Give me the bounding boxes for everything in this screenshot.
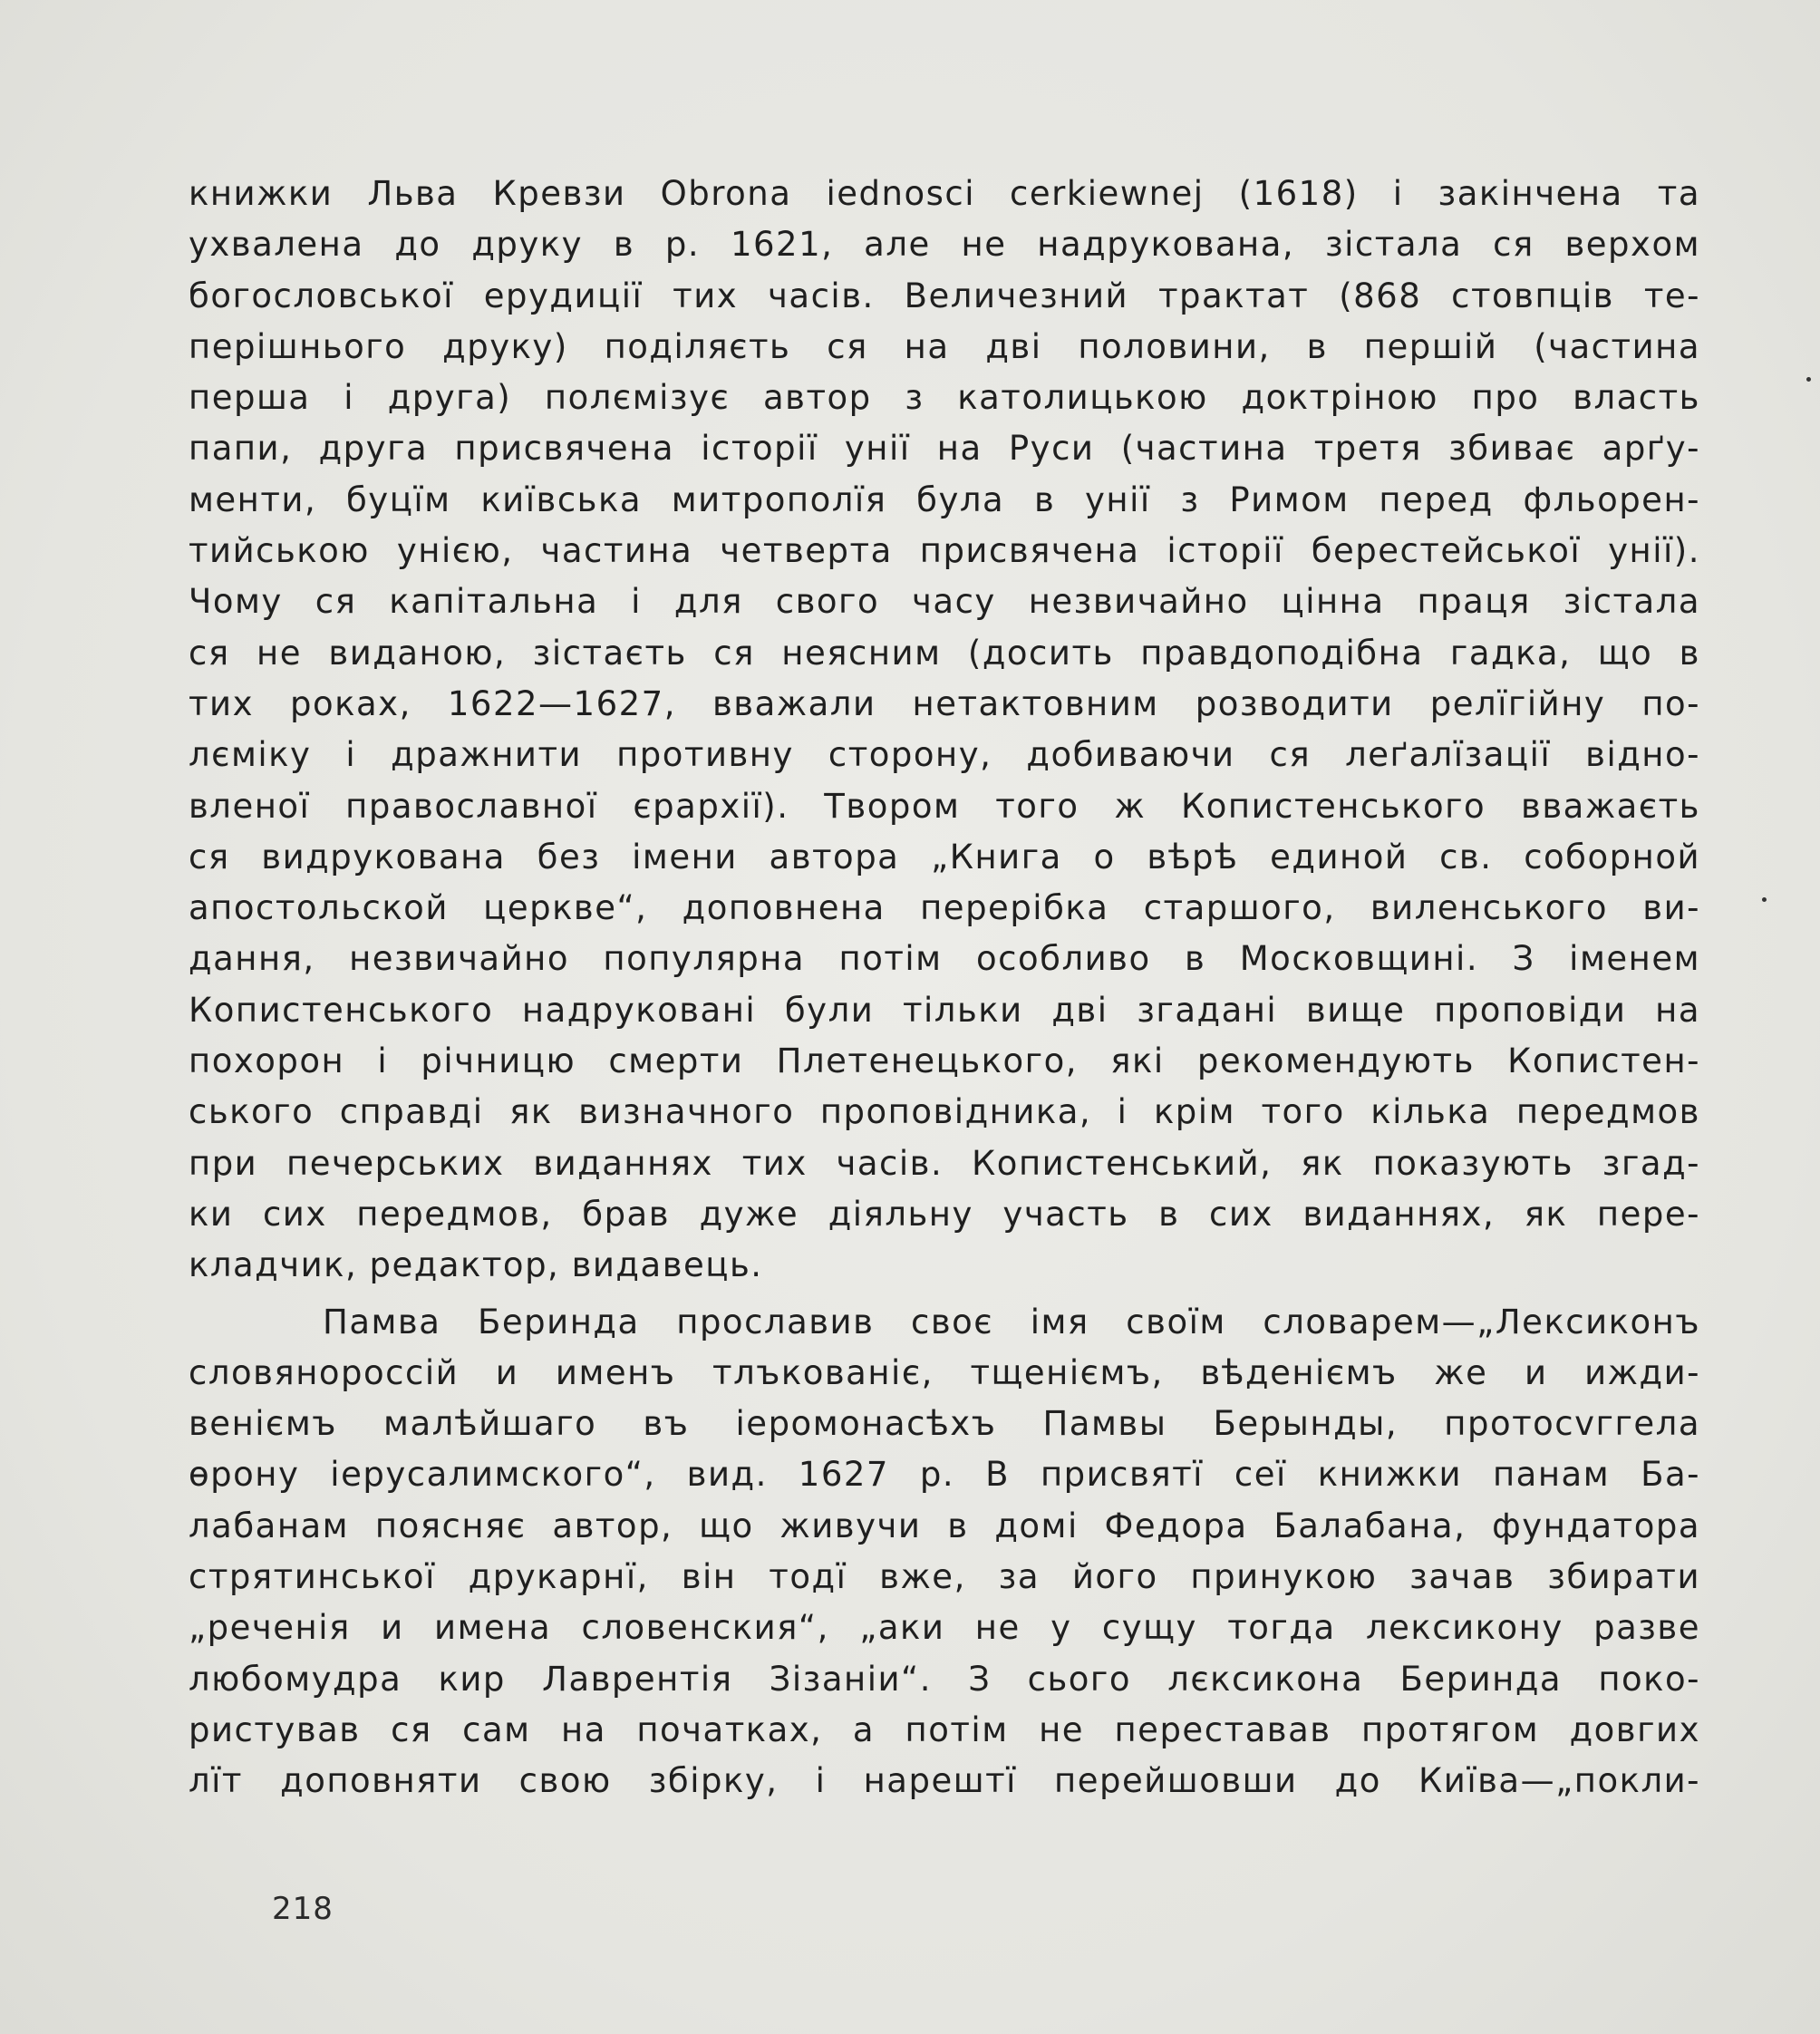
text-line: тих роках, 1622—1627, вважали нетактовним розводити релїгійну по-: [189, 683, 1700, 723]
text-line: ся не виданою, зістаєть ся неясним (досить правдоподібна гадка, що в: [189, 633, 1700, 673]
text-line: словянороссiй и именъ тлъкованіє, тщеніємъ, вѣденіємъ же и ижди-: [189, 1352, 1700, 1392]
text-line: кладчик, редактор, видавець.: [189, 1245, 763, 1285]
text-line: при печерських виданнях тих часів. Копистенський, як показують згад-: [189, 1143, 1700, 1183]
text-line: ухвалена до друку в р. 1621, але не надрукована, зістала ся верхом: [189, 225, 1700, 265]
text-line: перша і друга) полємізує автор з католицькою доктріною про власть: [189, 378, 1700, 418]
text-line: Чому ся капітальна і для свого часу незвичайно цінна праця зістала: [189, 582, 1700, 622]
text-line: дання, незвичайно популярна потім особливо в Московщині. З іменем: [189, 939, 1700, 979]
text-line: ристував ся сам на початках, а потім не переставав протягом довгих: [189, 1710, 1700, 1749]
text-line: папи, друга присвячена історії унії на Руси (частина третя збиває арґу-: [189, 429, 1700, 469]
scan-speck: [1806, 377, 1811, 382]
paragraph-1: [189, 169, 1700, 1292]
text-line: ѳрону іерусалимского“, вид. 1627 р. В присвятї сеї книжки панам Ба-: [189, 1455, 1700, 1495]
text-line: книжки Льва Кревзи Obrona iednosci cerkiewnej (1618) і закінчена та: [189, 174, 1700, 213]
text-line: стрятинської друкарнї, він тодї вже, за його принукою зачав збирати: [189, 1557, 1700, 1597]
text-line: лїт доповняти свою збірку, і нарештї перейшовши до Київа—„покли-: [189, 1761, 1700, 1801]
text-line: „реченія и имена словенския“, „аки не у сущу тогда лексикону разве: [189, 1608, 1700, 1648]
text-line: лабанам поясняє автор, що живучи в домі Федора Балабана, фундатора: [189, 1506, 1700, 1545]
text-line: лєміку і дражнити противну сторону, добиваючи ся леґалїзації відно-: [189, 735, 1700, 775]
text-line: менти, буцїм київська митрополїя була в унії з Римом перед фльорен-: [189, 479, 1700, 519]
text-line: веніємъ малѣйшаго въ іеромонасѣхъ Памвы Берынды, протосvггела: [189, 1404, 1700, 1444]
text-line: апостольской церкве“, доповнена перерібка старшого, виленського ви-: [189, 888, 1700, 928]
text-line: любомудра кир Лаврентія Зізанiи“. З сього лєксикона Беринда поко-: [189, 1659, 1700, 1699]
text-line: тийською унією, частина четверта присвячена історії берестейської унії).: [189, 531, 1700, 571]
text-line: вленої православної єрархії). Твором того ж Копистенського вважаєть: [189, 786, 1700, 826]
text-line: перішнього друку) поділяєть ся на дві половини, в першій (частина: [189, 326, 1700, 366]
text-line: Копистенського надруковані були тільки дві згадані вище проповіди на: [189, 990, 1700, 1030]
scan-speck: [1762, 897, 1767, 902]
text-line: ського справді як визначного проповідника, і крім того кілька передмов: [189, 1092, 1700, 1132]
text-line: богословської ерудиції тих часів. Величезний трактат (868 стовпців те-: [189, 276, 1700, 315]
text-line: Памва Беринда прославив своє імя своїм словарем—„Лексиконъ: [323, 1302, 1700, 1341]
page-number: 218: [272, 1891, 334, 1927]
text-line: ки сих передмов, брав дуже діяльну участь в сих виданнях, як пере-: [189, 1194, 1700, 1234]
paragraph-2: [189, 1297, 1700, 1807]
text-block: [189, 169, 1700, 1807]
text-line: похорон і річницю смерти Плетенецького, які рекомендують Копистен-: [189, 1041, 1700, 1081]
text-line: ся видрукована без імени автора „Книга о вѣрѣ единой св. соборной: [189, 837, 1700, 877]
